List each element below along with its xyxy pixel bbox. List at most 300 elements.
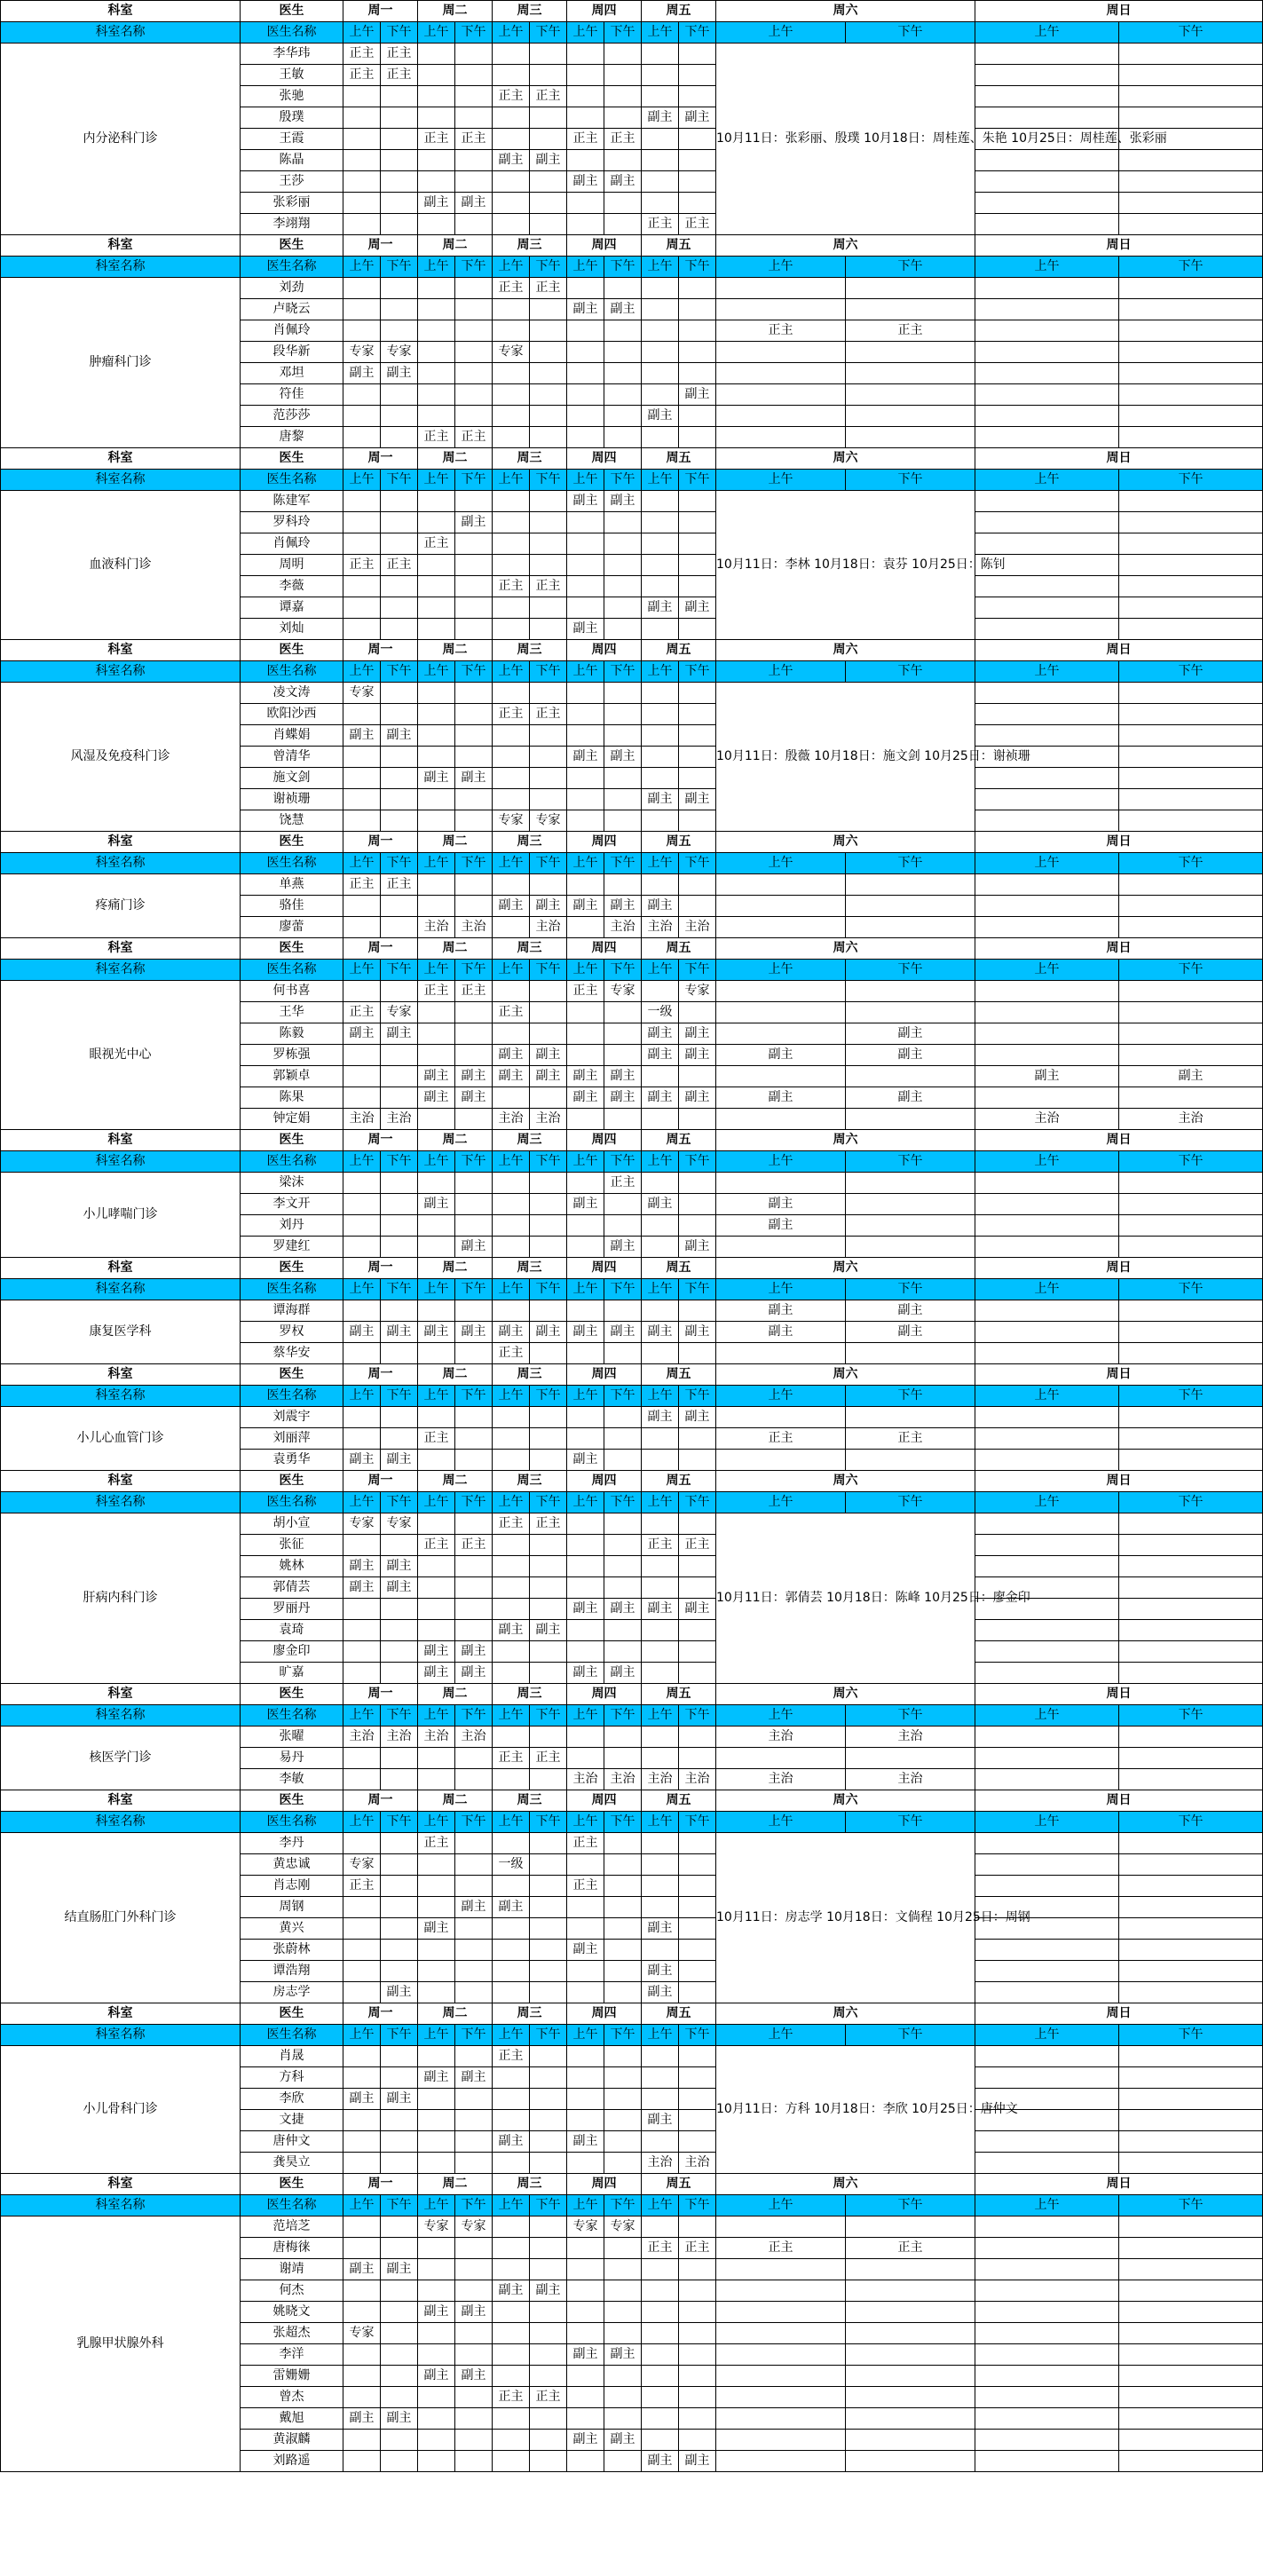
weekday-slot [530,1407,567,1428]
section-subheader-row [1,1151,1263,1173]
doctor-name-header: 医生名称 [241,22,343,43]
saturday-am-slot [716,1066,846,1087]
pm-header: 下午 [846,470,975,491]
sunday-pm-slot [1119,1237,1263,1258]
saturday-header: 周六 [716,2003,975,2025]
weekday-slot: 副主 [679,384,716,406]
weekday-slot: 正主 [493,2046,530,2067]
weekday-slot [642,342,679,363]
weekday-slot: 主治 [418,917,455,938]
am-header: 上午 [343,1279,381,1300]
weekday-slot [343,129,381,150]
doctor-name: 符佳 [241,384,343,406]
weekday-slot [567,1535,604,1556]
weekday-slot [604,1876,642,1897]
sunday-pm-slot [1119,193,1263,214]
dept-name-header: 科室名称 [1,2195,241,2216]
weekday-slot [455,789,493,810]
weekday-slot [679,2387,716,2408]
sunday-pm-slot [1119,725,1263,747]
weekday-slot [604,2238,642,2259]
am-header: 上午 [418,2025,455,2046]
weekday-slot: 正主 [493,704,530,725]
weekday-slot [679,2366,716,2387]
weekday-slot [567,1002,604,1023]
sunday-am-slot [975,576,1119,597]
sunday-am-slot [975,2344,1119,2366]
weekday-slot: 副主 [567,1450,604,1471]
weekday-slot [530,789,567,810]
weekday-slot [455,2259,493,2280]
am-header: 上午 [975,960,1119,981]
doctor-header: 医生 [241,1471,343,1492]
weekday-slot [604,1940,642,1961]
weekday-slot [455,107,493,129]
weekday-slot [493,2216,530,2238]
doctor-row [1,1300,1263,1322]
am-header: 上午 [418,1151,455,1173]
saturday-am-slot: 主治 [716,1727,846,1748]
weekday-slot: 副主 [567,619,604,640]
weekday-slot [567,768,604,789]
section-header-row [1,2174,1263,2195]
weekday-slot [679,1748,716,1769]
weekday-slot: 正主 [455,427,493,448]
weekday-slot [343,2238,381,2259]
weekday-slot [679,1577,716,1599]
weekday-slot [418,2131,455,2153]
weekday-slot: 专家 [455,2216,493,2238]
weekday-slot [604,704,642,725]
pm-header: 下午 [679,2195,716,2216]
weekday-slot [493,619,530,640]
weekday-slot [418,384,455,406]
weekday-slot [493,1300,530,1322]
weekday-slot [381,150,418,171]
weekday-slot [679,1173,716,1194]
am-header: 上午 [642,257,679,278]
am-header: 上午 [716,22,846,43]
weekday-slot [567,2323,604,2344]
saturday-pm-slot: 副主 [846,1045,975,1066]
weekday-slot [418,363,455,384]
dept-header: 科室 [1,1130,241,1151]
weekday-slot: 副主 [381,1322,418,1343]
weekday-slot [530,1769,567,1790]
weekday-slot: 主治 [604,1769,642,1790]
weekday-slot: 主治 [455,1727,493,1748]
saturday-pm-slot [846,1450,975,1471]
weekday-slot [455,43,493,65]
doctor-name: 范培芝 [241,2216,343,2238]
weekday-slot [455,896,493,917]
weekday-slot: 主治 [642,2153,679,2174]
weekday-slot [493,1769,530,1790]
weekday-slot: 副主 [493,1897,530,1918]
sunday-pm-slot: 副主 [1119,1066,1263,1087]
weekday-slot: 主治 [381,1109,418,1130]
weekday-slot: 正主 [493,576,530,597]
weekday-slot [455,65,493,86]
weekday-slot [381,789,418,810]
weekday-slot [567,2451,604,2472]
weekday-slot: 副主 [567,896,604,917]
weekday-slot [530,2366,567,2387]
sunday-pm-slot [1119,1918,1263,1940]
weekday-slot [530,2323,567,2344]
weekday-slot [343,597,381,619]
weekday-slot: 专家 [381,1002,418,1023]
weekday-slot: 正主 [418,427,455,448]
doctor-name: 罗栋强 [241,1045,343,1066]
weekday-slot [493,43,530,65]
pm-header: 下午 [1119,470,1263,491]
am-header: 上午 [567,1386,604,1407]
pm-header: 下午 [381,661,418,683]
weekday-slot [455,2110,493,2131]
dept-name-header: 科室名称 [1,1705,241,1727]
saturday-pm-slot [846,2216,975,2238]
saturday-pm-slot: 正主 [846,320,975,342]
weekday-slot [604,1535,642,1556]
doctor-name: 王莎 [241,171,343,193]
weekday-slot [642,1577,679,1599]
weekday-slot: 主治 [530,1109,567,1130]
weekday-slot: 副主 [493,1045,530,1066]
weekday-slot [604,214,642,235]
weekday-slot: 正主 [381,555,418,576]
am-header: 上午 [418,470,455,491]
pm-header: 下午 [455,2195,493,2216]
sunday-pm-slot [1119,576,1263,597]
weekday-slot [530,1918,567,1940]
weekday-slot [604,789,642,810]
weekday-slot [418,597,455,619]
doctor-name: 曾杰 [241,2387,343,2408]
saturday-pm-slot [846,981,975,1002]
doctor-name: 雷姗姗 [241,2366,343,2387]
am-header: 上午 [493,661,530,683]
weekday-slot: 主治 [418,1727,455,1748]
weekday-slot [530,1428,567,1450]
section-subheader-row [1,2025,1263,2046]
weekday-slot [642,427,679,448]
weekday-slot: 副主 [604,1066,642,1087]
weekday-slot: 副主 [530,150,567,171]
section-header-row [1,640,1263,661]
weekday-slot: 副主 [567,747,604,768]
sunday-am-slot [975,1876,1119,1897]
weekday-slot: 副主 [604,1237,642,1258]
section-header-row [1,1258,1263,1279]
weekday-header: 周五 [642,1258,716,1279]
section-header-row [1,1,1263,22]
sunday-pm-slot [1119,1748,1263,1769]
pm-header: 下午 [846,853,975,874]
am-header: 上午 [418,1279,455,1300]
weekday-slot [455,1769,493,1790]
sunday-pm-slot [1119,1769,1263,1790]
am-header: 上午 [418,960,455,981]
weekday-slot [604,2110,642,2131]
weekday-header: 周三 [493,1364,567,1386]
weekday-slot [381,2344,418,2366]
doctor-name: 曾清华 [241,747,343,768]
weekday-slot [679,65,716,86]
weekday-slot [343,1982,381,2003]
weekday-slot [418,1215,455,1237]
weekday-slot: 正主 [381,43,418,65]
sunday-pm-slot [1119,2131,1263,2153]
doctor-name: 张蔚林 [241,1940,343,1961]
doctor-name-header: 医生名称 [241,1705,343,1727]
saturday-am-slot [716,278,846,299]
doctor-name: 唐黎 [241,427,343,448]
saturday-am-slot [716,1173,846,1194]
weekday-slot: 正主 [418,533,455,555]
weekday-slot [642,384,679,406]
doctor-row [1,1173,1263,1194]
doctor-name: 陈晶 [241,150,343,171]
doctor-name-header: 医生名称 [241,1812,343,1833]
weekday-slot [604,1109,642,1130]
saturday-pm-slot: 正主 [846,1428,975,1450]
weekday-slot [343,171,381,193]
weekday-slot [343,2430,381,2451]
saturday-am-slot: 副主 [716,1215,846,1237]
pm-header: 下午 [530,257,567,278]
weekday-slot: 副主 [493,2131,530,2153]
am-header: 上午 [975,853,1119,874]
section-header-row [1,1790,1263,1812]
saturday-pm-slot [846,2451,975,2472]
weekday-slot: 正主 [604,129,642,150]
sunday-pm-slot [1119,1322,1263,1343]
weekday-slot: 专家 [493,810,530,832]
weekday-slot [604,810,642,832]
sunday-pm-slot [1119,1513,1263,1535]
weekday-slot [418,1940,455,1961]
weekday-header: 周三 [493,1258,567,1279]
weekday-slot [530,1173,567,1194]
sunday-pm-slot [1119,107,1263,129]
pm-header: 下午 [604,1705,642,1727]
weekday-slot [381,2366,418,2387]
weekday-slot [493,2451,530,2472]
weekday-header: 周四 [567,1684,642,1705]
weekday-slot [642,747,679,768]
weekday-slot [455,1556,493,1577]
sunday-pm-slot [1119,1620,1263,1641]
weekday-header: 周五 [642,1684,716,1705]
weekday-slot: 副主 [381,2089,418,2110]
section-header-row [1,448,1263,470]
weekday-slot: 副主 [679,107,716,129]
weekday-slot: 副主 [679,1087,716,1109]
weekday-slot: 副主 [604,1599,642,1620]
weekday-slot [455,1450,493,1471]
weekday-slot [679,725,716,747]
am-header: 上午 [716,853,846,874]
weekday-slot [604,1215,642,1237]
weekday-slot [343,1343,381,1364]
weekday-header: 周三 [493,448,567,470]
weekday-slot [493,555,530,576]
saturday-am-slot [716,406,846,427]
am-header: 上午 [567,470,604,491]
sunday-am-slot [975,299,1119,320]
sunday-am-slot [975,171,1119,193]
weekday-slot [343,406,381,427]
weekday-slot: 副主 [642,107,679,129]
weekday-slot [455,725,493,747]
weekday-slot: 副主 [567,1940,604,1961]
dept-header: 科室 [1,1,241,22]
weekday-slot [418,1599,455,1620]
weekday-header: 周二 [418,448,493,470]
weekday-slot [530,2408,567,2430]
pm-header: 下午 [1119,257,1263,278]
weekday-slot [567,2302,604,2323]
weekday-slot [381,981,418,1002]
weekday-slot [418,107,455,129]
doctor-name: 段华新 [241,342,343,363]
sunday-pm-slot [1119,406,1263,427]
sunday-pm-slot [1119,874,1263,896]
weekday-header: 周三 [493,1471,567,1492]
weekday-slot [530,491,567,512]
weekday-slot [418,555,455,576]
am-header: 上午 [418,257,455,278]
weekday-slot [493,2408,530,2430]
saturday-am-slot [716,2366,846,2387]
pm-header: 下午 [455,1151,493,1173]
sunday-pm-slot [1119,150,1263,171]
sunday-am-slot [975,917,1119,938]
sunday-header: 周日 [975,1364,1263,1386]
pm-header: 下午 [530,2025,567,2046]
weekday-slot: 主治 [530,917,567,938]
weekday-slot [455,1002,493,1023]
doctor-header: 医生 [241,2174,343,2195]
weekday-slot [642,43,679,65]
weekday-header: 周三 [493,832,567,853]
section-subheader-row [1,470,1263,491]
weekday-slot [604,1023,642,1045]
saturday-header: 周六 [716,2174,975,2195]
section-subheader-row [1,661,1263,683]
am-header: 上午 [493,22,530,43]
weekday-slot [642,1343,679,1364]
sunday-am-slot [975,2366,1119,2387]
weekday-slot [455,1343,493,1364]
weekday-slot: 正主 [455,981,493,1002]
weekday-slot: 副主 [642,1961,679,1982]
doctor-row [1,1833,1263,1854]
sunday-pm-slot [1119,1535,1263,1556]
saturday-am-slot [716,1407,846,1428]
weekday-slot [381,2387,418,2408]
weekday-slot [679,299,716,320]
pm-header: 下午 [530,960,567,981]
weekday-slot [455,171,493,193]
weekday-slot [567,1727,604,1748]
am-header: 上午 [716,2025,846,2046]
weekday-header: 周一 [343,2174,418,2195]
weekday-slot [418,1556,455,1577]
doctor-row [1,1407,1263,1428]
weekday-slot: 正主 [604,1173,642,1194]
weekday-slot [343,2131,381,2153]
weekday-slot [567,512,604,533]
pm-header: 下午 [679,853,716,874]
weekday-slot: 专家 [343,1513,381,1535]
weekday-slot [381,747,418,768]
weekday-header: 周三 [493,235,567,257]
sunday-pm-slot [1119,2110,1263,2131]
weekday-slot [343,747,381,768]
weekday-slot [679,2430,716,2451]
weekday-slot [679,555,716,576]
saturday-pm-slot [846,2366,975,2387]
weekday-header: 周三 [493,1684,567,1705]
weekday-slot [530,320,567,342]
weekday-slot [418,512,455,533]
sunday-pm-slot [1119,683,1263,704]
saturday-am-slot: 副主 [716,1045,846,1066]
weekday-slot [679,2302,716,2323]
sunday-am-slot [975,1300,1119,1322]
weekday-slot [642,1854,679,1876]
weekday-header: 周四 [567,1364,642,1386]
weekday-slot: 副主 [642,406,679,427]
weekday-slot [604,1194,642,1215]
weekday-slot [343,491,381,512]
weekday-slot: 副主 [604,2430,642,2451]
weekday-header: 周二 [418,1364,493,1386]
weekday-slot [567,43,604,65]
weekday-slot [530,2131,567,2153]
saturday-pm-slot [846,2430,975,2451]
saturday-pm-slot [846,427,975,448]
doctor-name: 凌文涛 [241,683,343,704]
weekday-slot [604,874,642,896]
doctor-name: 刘灿 [241,619,343,640]
pm-header: 下午 [1119,2025,1263,2046]
weekday-header: 周四 [567,1,642,22]
am-header: 上午 [716,1812,846,1833]
weekday-slot: 副主 [418,1663,455,1684]
sunday-am-slot [975,2323,1119,2344]
weekday-slot [604,2302,642,2323]
weekday-slot [343,2046,381,2067]
pm-header: 下午 [530,22,567,43]
doctor-name: 郭颖卓 [241,1066,343,1087]
weekday-slot [604,320,642,342]
weekday-slot [604,2323,642,2344]
sunday-am-slot [975,107,1119,129]
weekday-slot [493,2302,530,2323]
weekday-header: 周二 [418,832,493,853]
am-header: 上午 [343,661,381,683]
weekday-slot: 正主 [493,1002,530,1023]
am-header: 上午 [343,470,381,491]
weekday-slot [381,1237,418,1258]
pm-header: 下午 [455,22,493,43]
sunday-pm-slot [1119,747,1263,768]
saturday-am-slot [716,2216,846,2238]
weekday-slot: 副主 [604,299,642,320]
